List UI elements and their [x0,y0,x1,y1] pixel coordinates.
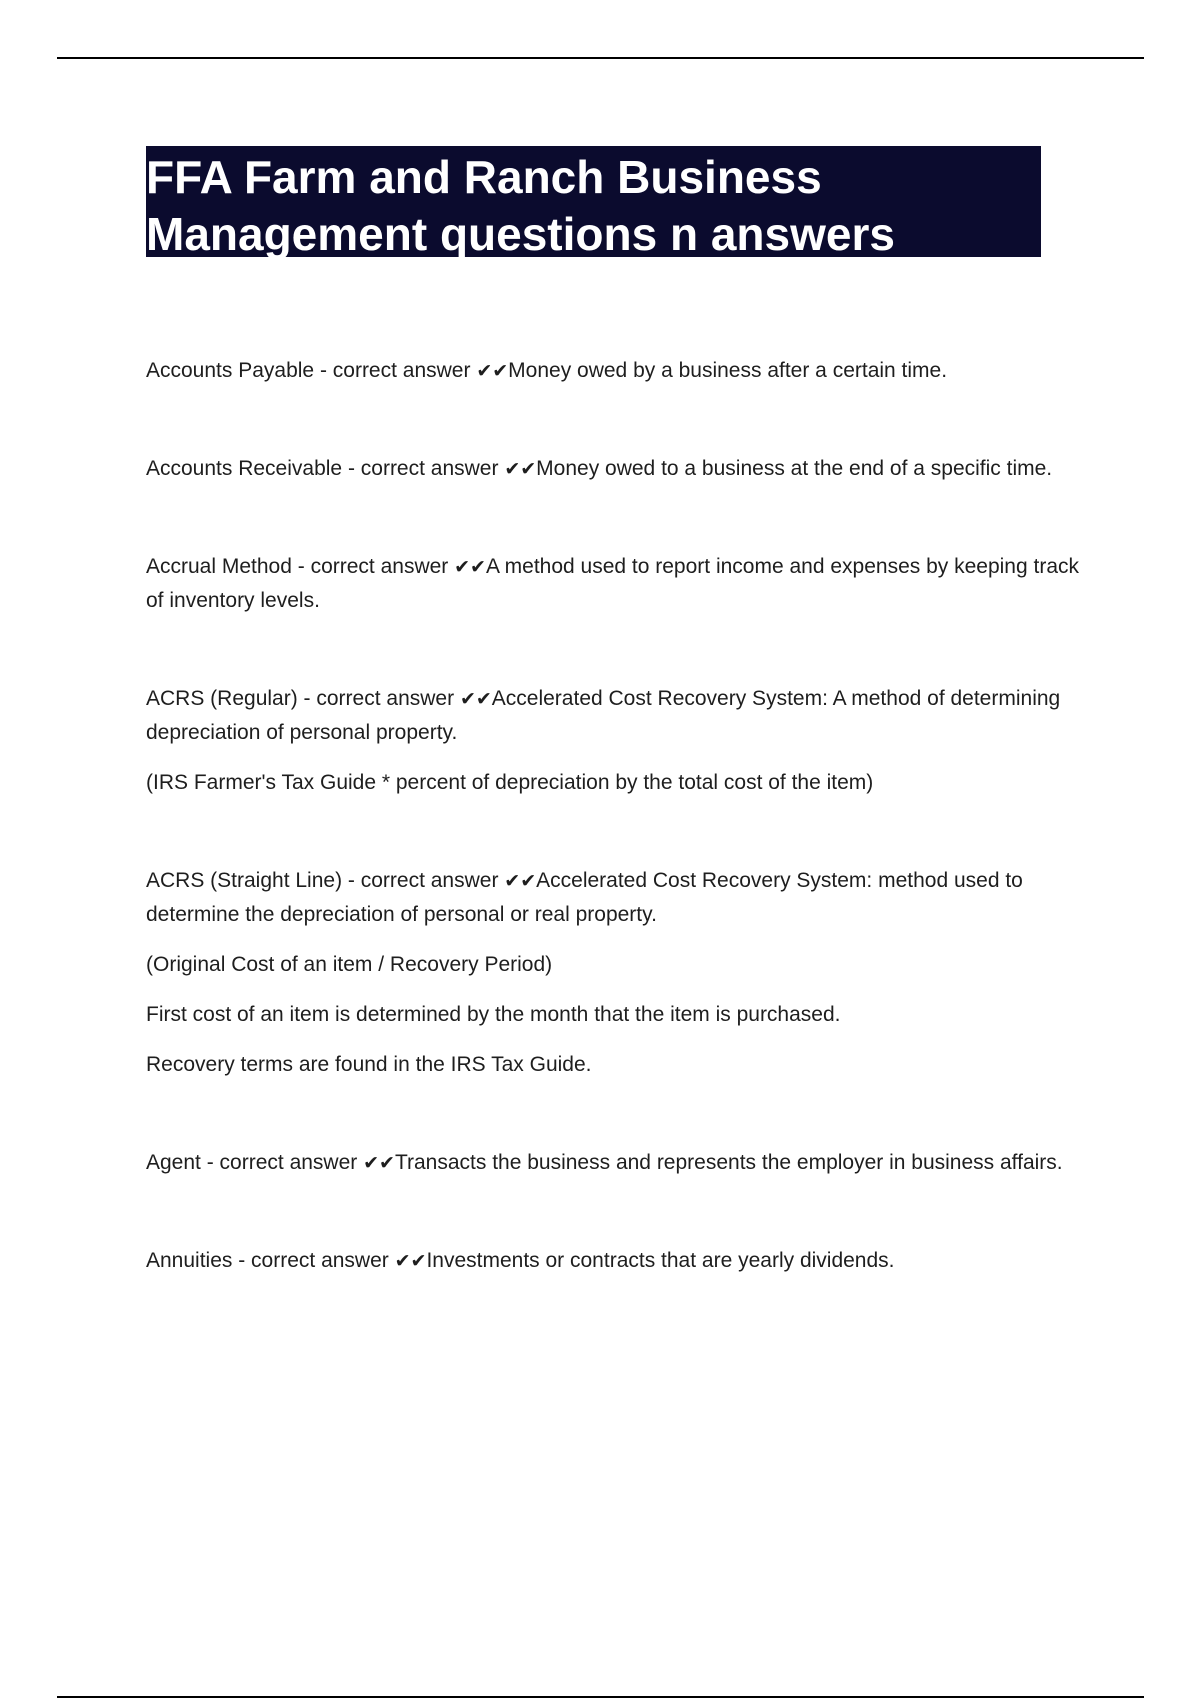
qa-term: Accounts Receivable [146,457,343,480]
qa-separator: - correct answer [342,869,505,892]
qa-definition: Accelerated Cost Recovery System: A method of determining depreciation of personal property. [146,687,1061,744]
checkmark-icon: ✔✔ [363,1152,395,1174]
checkmark-icon: ✔✔ [454,556,486,578]
qa-definition: Money owed by a business after a certain time. [508,359,948,382]
qa-term: ACRS (Straight Line) [146,869,343,892]
qa-main-text [146,864,1086,932]
qa-term: Accrual Method [146,555,292,578]
qa-entry [146,864,1086,1082]
checkmark-icon: ✔✔ [394,1250,427,1272]
document-title-banner [146,146,1041,260]
qa-entry [146,1146,1086,1180]
qa-entry [146,550,1086,618]
qa-definition: A method used to report income and expenses by keeping track of inventory levels. [146,555,1079,612]
qa-separator: - correct answer [232,1249,395,1272]
qa-term: Agent [146,1151,201,1174]
checkmark-icon: ✔✔ [459,688,492,710]
qa-note: Recovery terms are found in the IRS Tax Guide. [146,1053,592,1076]
qa-entry [146,682,1086,800]
qa-note: First cost of an item is determined by the month that the item is purchased. [146,1003,841,1026]
qa-main-text [146,1146,1086,1180]
qa-separator: - correct answer [314,359,477,382]
document-title-line-1: FFA Farm and Ranch Business [146,151,822,203]
document-title-line-2: Management questions n answers [146,208,895,260]
qa-entry [146,1244,1086,1278]
qa-main-text [146,682,1086,750]
qa-main-text [146,1244,1086,1278]
qa-list [146,354,1086,1278]
qa-main-text [146,550,1086,618]
qa-separator: - correct answer [291,555,455,578]
checkmark-icon: ✔✔ [504,870,537,892]
qa-separator: - correct answer [297,687,460,710]
qa-definition: Accelerated Cost Recovery System: method used to determine the depreciation of personal or real property. [146,869,1023,926]
qa-separator: - correct answer [200,1151,364,1174]
header-rule [57,57,1144,59]
qa-term: Annuities [146,1249,233,1272]
qa-definition: Transacts the business and represents the employer in business affairs. [394,1151,1063,1174]
footer-rule [57,1696,1144,1698]
qa-definition: Investments or contracts that are yearly dividends. [426,1249,895,1272]
qa-main-text [146,354,1086,388]
checkmark-icon: ✔✔ [504,458,537,480]
qa-note: (Original Cost of an item / Recovery Period) [146,953,553,976]
qa-term: ACRS (Regular) [146,687,298,710]
qa-note: (IRS Farmer's Tax Guide * percent of depreciation by the total cost of the item) [146,771,874,794]
qa-entry [146,354,1086,388]
checkmark-icon: ✔✔ [476,360,509,382]
qa-definition: Money owed to a business at the end of a specific time. [536,457,1053,480]
qa-term: Accounts Payable [146,359,315,382]
qa-entry [146,452,1086,486]
qa-separator: - correct answer [342,457,505,480]
qa-main-text [146,452,1086,486]
